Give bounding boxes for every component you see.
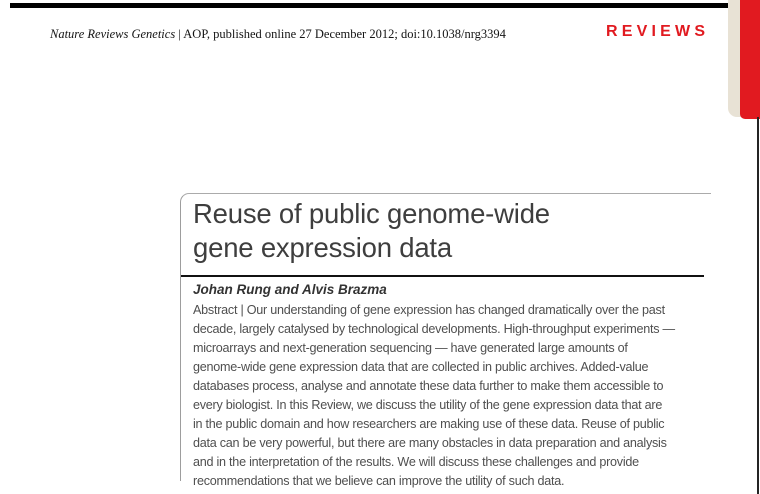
- abstract-line: recommendations that we believe can improve the utility of such data.: [193, 474, 565, 488]
- abstract-line: databases process, analyse and annotate these data further to make them accessible to: [193, 379, 664, 393]
- journal-header: [50, 27, 506, 42]
- author-rule: [181, 275, 704, 277]
- section-label: REVIEWS: [606, 23, 710, 40]
- article-title-line-2: gene expression data: [193, 232, 452, 263]
- top-rule: [10, 3, 730, 8]
- abstract-line: genome-wide gene expression data that are collected in public archives. Added-value: [193, 360, 649, 374]
- article-authors: Johan Rung and Alvis Brazma: [193, 282, 387, 297]
- abstract-line: decade, largely catalysed by technological developments. High-throughput experiments —: [193, 322, 675, 336]
- abstract-line: every biologist. In this Review, we discuss the utility of the gene expression data that are: [193, 398, 663, 412]
- journal-name: Nature Reviews Genetics: [50, 27, 176, 41]
- article-title-line-1: Reuse of public genome-wide: [193, 198, 550, 229]
- page-tab-red: [740, 0, 760, 119]
- page-edge-rule: [757, 117, 759, 494]
- abstract-line: Abstract | Our understanding of gene expression has changed dramatically over the past: [193, 303, 665, 317]
- article-abstract: [193, 301, 675, 491]
- article-title: [193, 197, 550, 265]
- abstract-line: microarrays and next-generation sequencing — have generated large amounts of: [193, 341, 628, 355]
- article-header-box: [180, 193, 711, 488]
- abstract-line: in the public domain and how researchers are making use of these data. Reuse of public: [193, 417, 665, 431]
- publication-meta: | AOP, published online 27 December 2012; doi:10.1038/nrg3394: [175, 27, 506, 41]
- abstract-line: and in the interpretation of the results. We will discuss these challenges and provide: [193, 455, 639, 469]
- abstract-line: data can be very powerful, but there are many obstacles in data preparation and analysis: [193, 436, 667, 450]
